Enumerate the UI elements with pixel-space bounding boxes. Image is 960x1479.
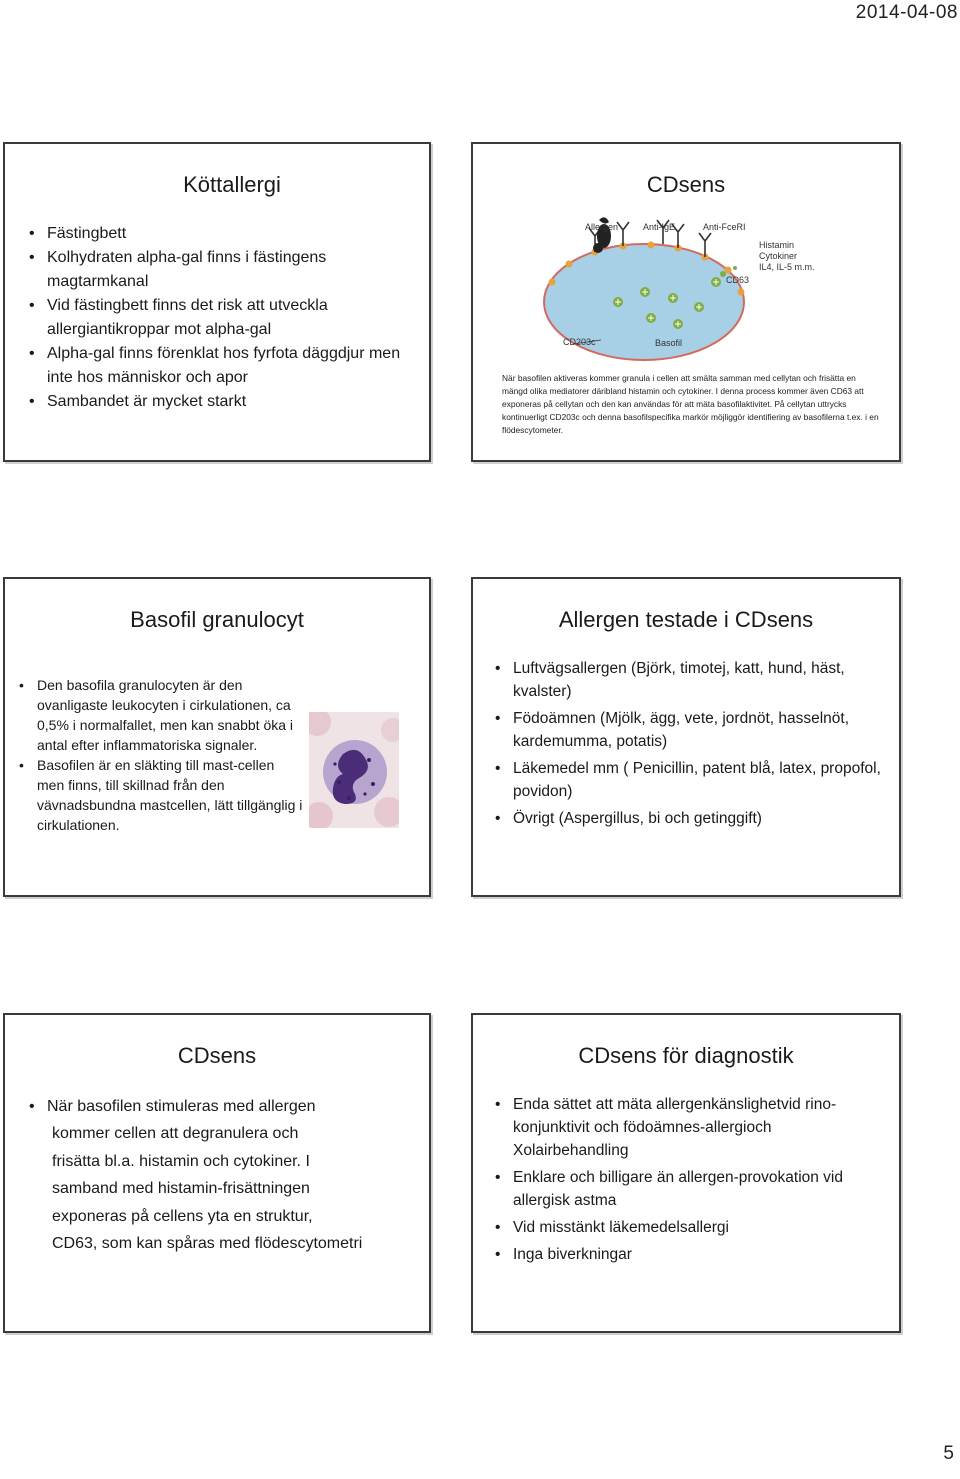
basophil-micrograph xyxy=(309,712,399,828)
slide-kottallergi xyxy=(3,142,431,462)
continuation-line: exponeras på cellens yta en struktur, xyxy=(52,1207,313,1225)
bullet-item: • Födoämnen (Mjölk, ägg, vete, jordnöt, hasselnöt, kardemumma, potatis) xyxy=(495,707,889,753)
slide-title: Köttallergi xyxy=(183,172,281,197)
slide-basofil-granulocyt xyxy=(3,577,431,897)
bullet-item: • Inga biverkningar xyxy=(495,1243,889,1266)
label-basofil: Basofil xyxy=(655,338,683,348)
bullet-list xyxy=(495,657,889,834)
label-histamin: Histamin xyxy=(759,240,795,250)
slide-cdsens-text xyxy=(3,1013,431,1333)
bullet-item: • Vid misstänkt läkemedelsallergi xyxy=(495,1216,889,1239)
continuation-line: kommer cellen att degranulera och xyxy=(52,1125,299,1142)
label-cd203c: CD203c xyxy=(563,337,596,347)
bullet-item: • Basofilen är en släkting till mast-cellen men finns, till skillnad från den vävnadsbundna mastcellen, lätt tillgänglig i cirkulationen. xyxy=(19,755,305,835)
bullet-continuation xyxy=(29,1120,362,1258)
slide-cdsens-diagnostik xyxy=(471,1013,901,1333)
bullet-item: • Vid fästingbett finns det risk att utveckla allergiantikroppar mot alpha-gal xyxy=(29,294,415,342)
continuation-line: frisätta bl.a. histamin och cytokiner. I xyxy=(52,1152,310,1170)
bullet-item: • Övrigt (Aspergillus, bi och getinggift) xyxy=(495,807,889,830)
slide-title: CDsens xyxy=(646,172,726,197)
basophil-diagram xyxy=(473,212,899,367)
bullet-list xyxy=(29,1093,415,1121)
document-date: 2014-04-08 xyxy=(855,2,958,23)
slide-allergen-testade xyxy=(471,577,901,897)
basophil-illustration xyxy=(473,212,899,367)
slide-cdsens-diagram xyxy=(471,142,901,462)
bullet-list xyxy=(495,1093,889,1270)
bullet-item: • Sambandet är mycket starkt xyxy=(29,390,415,414)
continuation-line: samband med histamin-frisättningen xyxy=(52,1180,310,1197)
slide-title: Allergen testade i CDsens xyxy=(558,607,814,632)
continuation-line: CD63, som kan spåras med flödescytometri xyxy=(52,1235,363,1252)
bullet-item: • Läkemedel mm ( Penicillin, patent blå, latex, propofol, povidon) xyxy=(495,757,889,803)
bullet-item: • Fästingbett xyxy=(29,222,415,246)
label-allergen: Allergen xyxy=(585,222,619,232)
bullet-item: • Kolhydraten alpha-gal finns i fästingens magtarmkanal xyxy=(29,246,415,294)
label-anti-ige: Anti-IgE xyxy=(643,222,676,232)
slide-title: CDsens xyxy=(177,1043,257,1068)
label-cd63: CD63 xyxy=(726,275,750,285)
bullet-item: • Alpha-gal finns förenklat hos fyrfota däggdjur men inte hos människor och apor xyxy=(29,342,415,390)
bullet-item: • När basofilen stimuleras med allergen xyxy=(29,1093,415,1121)
label-il4-il5: IL4, IL-5 m.m. xyxy=(759,262,815,272)
bullet-list xyxy=(29,222,415,414)
bullet-item: • Enklare och billigare än allergen-provokation vid allergisk astma xyxy=(495,1166,889,1212)
diagram-caption: När basofilen aktiveras kommer granula i cellen att smälta samman med cellytan och frisätta en mängd olika mediatorer däribland histamin och cytokiner. I denna process kommer även CD63 att exponeras på cellytan och den kan användas för att mäta basofilaktivitet. På cellytan uttrycks kontinuerligt CD203c och denna basofilspecifika markör möjliggör identifiering av basofilerna t.ex. i en flödescytometer. xyxy=(502,373,879,435)
bullet-item: • Den basofila granulocyten är den ovanligaste leukocyten i cirkulationen, ca 0,5% i normalfallet, men kan snabbt öka i antal efter inflammatoriska signaler. xyxy=(19,675,305,755)
bullet-item: • Enda sättet att mäta allergenkänslighetvid rino-konjunktivit och födoämnes-allergioch Xolairbehandling xyxy=(495,1093,889,1162)
label-cytokiner: Cytokiner xyxy=(759,251,798,261)
slide-title: CDsens för diagnostik xyxy=(578,1043,794,1068)
slide-title: Basofil granulocyt xyxy=(130,607,304,632)
page-number: 5 xyxy=(943,1443,954,1464)
bullet-list xyxy=(19,675,305,835)
label-anti-fceri: Anti-FceRI xyxy=(703,222,746,232)
bullet-item: • Luftvägsallergen (Björk, timotej, katt, hund, häst, kvalster) xyxy=(495,657,889,703)
